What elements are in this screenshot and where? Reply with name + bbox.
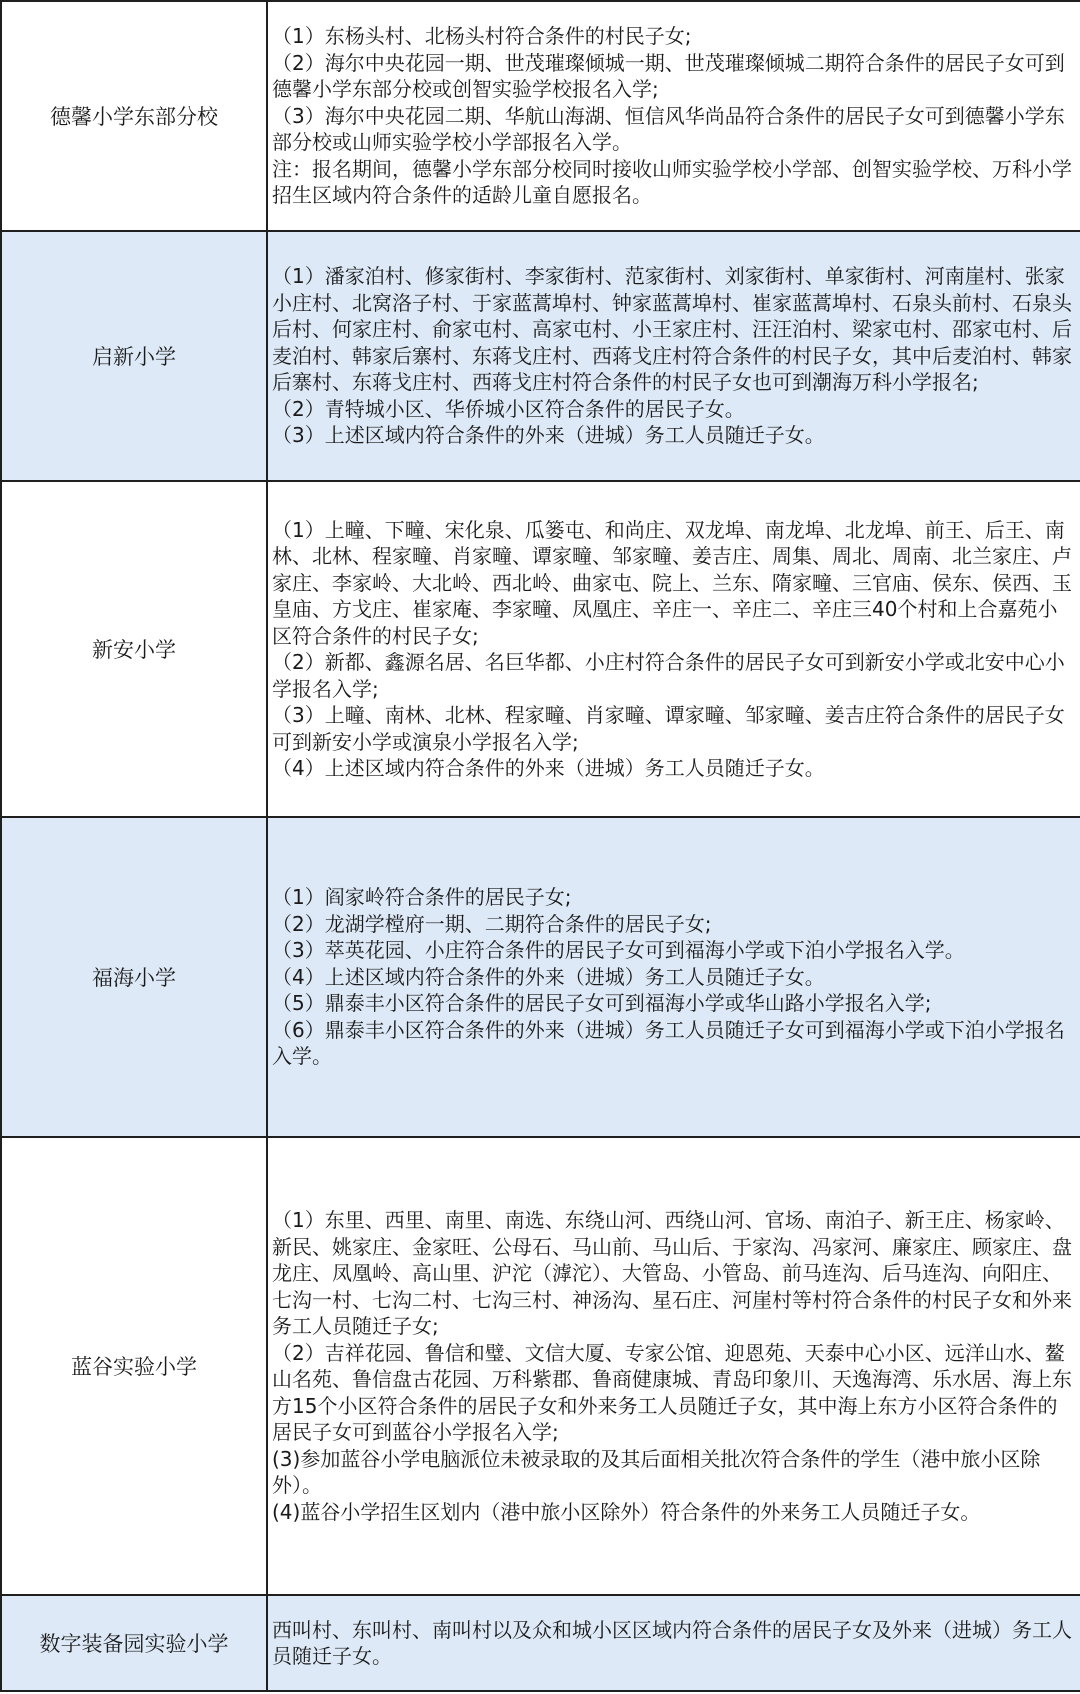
table-row (1, 1, 1080, 231)
area-line: 西叫村、东叫村、南叫村以及众和城小区区域内符合条件的居民子女及外来（进城）务工人员随迁子女。 (272, 1617, 1072, 1668)
school-name: 德馨小学东部分校 (1, 1, 267, 231)
area-line: （2）新都、鑫源名居、名巨华都、小庄村符合条件的居民子女可到新安小学或北安中心小学报名入学; (272, 650, 1065, 701)
school-name: 新安小学 (1, 481, 267, 817)
area-note: 注：报名期间，德馨小学东部分校同时接收山师实验学校小学部、创智实验学校、万科小学招生区域内符合条件的适龄儿童自愿报名。 (272, 156, 1072, 208)
area-line: （4）上述区域内符合条件的外来（进城）务工人员随迁子女。 (272, 964, 825, 989)
enrollment-area (267, 1137, 1080, 1595)
area-line: （5）鼎泰丰小区符合条件的居民子女可到福海小学或华山路小学报名入学; (272, 991, 932, 1016)
area-line: （1）潘家泊村、修家街村、李家街村、范家街村、刘家街村、单家街村、河南崖村、张家小庄村、北窝洛子村、于家蓝蒿埠村、钟家蓝蒿埠村、崔家蓝蒿埠村、石泉头前村、石泉头后村、何家庄村、俞家屯村、高家屯村、小王家庄村、汪汪泊村、梁家屯村、邵家屯村、后麦泊村、韩家后寨村、东蒋戈庄村、西蒋戈庄村符合条件的村民子女，其中后麦泊村、韩家后寨村、东蒋戈庄村、西蒋戈庄村符合条件的村民子女也可到潮海万科小学报名; (272, 264, 1072, 395)
area-line: （3）萃英花园、小庄符合条件的居民子女可到福海小学或下泊小学报名入学。 (272, 938, 965, 963)
area-line: （3）海尔中央花园二期、华航山海湖、恒信风华尚品符合条件的居民子女可到德馨小学东部分校或山师实验学校小学部报名入学。 (272, 103, 1065, 155)
area-line: （2）海尔中央花园一期、世茂璀璨倾城一期、世茂璀璨倾城二期符合条件的居民子女可到德馨小学东部分校或创智实验学校报名入学; (272, 50, 1065, 102)
enrollment-area (267, 481, 1080, 817)
area-line: （1）东杨头村、北杨头村符合条件的村民子女; (272, 24, 692, 49)
enrollment-area (267, 231, 1080, 481)
area-line: （4）上述区域内符合条件的外来（进城）务工人员随迁子女。 (272, 756, 825, 780)
school-name: 蓝谷实验小学 (1, 1137, 267, 1595)
area-line: （2）青特城小区、华侨城小区符合条件的居民子女。 (272, 396, 745, 421)
school-name: 启新小学 (1, 231, 267, 481)
area-line: （1）阎家岭符合条件的居民子女; (272, 885, 572, 910)
table-row (1, 1595, 1080, 1691)
table-row (1, 817, 1080, 1137)
area-line: （2）吉祥花园、鲁信和璧、文信大厦、专家公馆、迎恩苑、天泰中心小区、远洋山水、鳌山名苑、鲁信盘古花园、万科紫郡、鲁商健康城、青岛印象川、天逸海湾、乐水居、海上东方15个小区符合条件的居民子女和外来务工人员随迁子女，其中海上东方小区符合条件的居民子女可到蓝谷小学报名入学; (272, 1340, 1072, 1444)
table-row (1, 481, 1080, 817)
area-line: (4)蓝谷小学招生区划内（港中旅小区除外）符合条件的外来务工人员随迁子女。 (272, 1499, 981, 1524)
area-line: （3）上述区域内符合条件的外来（进城）务工人员随迁子女。 (272, 423, 825, 448)
area-line: （1）东里、西里、南里、南选、东绕山河、西绕山河、官场、南泊子、新王庄、杨家岭、新民、姚家庄、金家旺、公母石、马山前、马山后、于家沟、冯家河、廉家庄、顾家庄、盘龙庄、凤凰岭、高山里、沪沱（滹沱）、大管岛、小管岛、前马连沟、后马连沟、向阳庄、七沟一村、七沟二村、七沟三村、神汤沟、星石庄、河崖村等村符合条件的村民子女和外来务工人员随迁子女; (272, 1208, 1072, 1338)
enrollment-area (267, 817, 1080, 1137)
area-line: （6）鼎泰丰小区符合条件的外来（进城）务工人员随迁子女可到福海小学或下泊小学报名入学。 (272, 1017, 1065, 1069)
enrollment-area (267, 1, 1080, 231)
area-line: （1）上疃、下疃、宋化泉、瓜篓屯、和尚庄、双龙埠、南龙埠、北龙埠、前王、后王、南林、北林、程家疃、肖家疃、谭家疃、邹家疃、姜吉庄、周集、周北、周南、北兰家庄、卢家庄、李家岭、大北岭、西北岭、曲家屯、院上、兰东、隋家疃、三官庙、侯东、侯西、玉皇庙、方戈庄、崔家庵、李家疃、凤凰庄、辛庄一、辛庄二、辛庄三40个村和上合嘉苑小区符合条件的村民子女; (272, 517, 1072, 648)
table-row (1, 231, 1080, 481)
area-line: (3)参加蓝谷小学电脑派位未被录取的及其后面相关批次符合条件的学生（港中旅小区除外）。 (272, 1446, 1041, 1497)
area-line: （3）上疃、南林、北林、程家疃、肖家疃、谭家疃、邹家疃、姜吉庄符合条件的居民子女可到新安小学或演泉小学报名入学; (272, 703, 1065, 754)
school-name: 数字装备园实验小学 (1, 1595, 267, 1691)
area-line: （2）龙湖学樘府一期、二期符合条件的居民子女; (272, 911, 712, 936)
school-name: 福海小学 (1, 817, 267, 1137)
table-row (1, 1137, 1080, 1595)
enrollment-area (267, 1595, 1080, 1691)
